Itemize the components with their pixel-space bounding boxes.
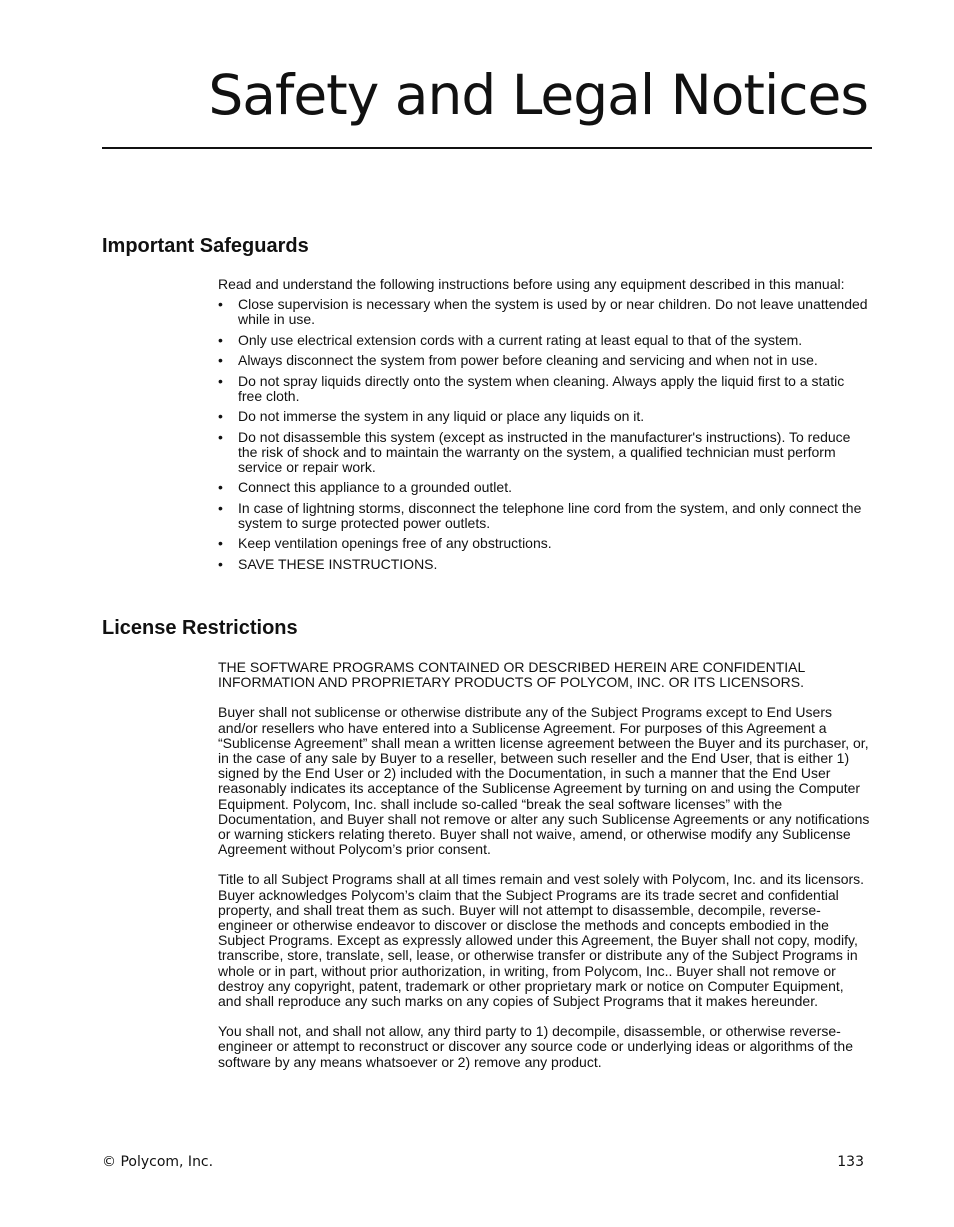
safeguard-item-text: Keep ventilation openings free of any obstructions. (238, 535, 552, 552)
safeguard-item (218, 557, 870, 572)
section-heading-license-restrictions: License Restrictions (102, 617, 298, 639)
safeguard-item (218, 333, 870, 348)
safeguard-item-text: Connect this appliance to a grounded outlet. (238, 479, 512, 496)
bullet-icon: • (218, 555, 223, 572)
safeguard-item (218, 353, 870, 368)
bullet-icon: • (218, 499, 223, 516)
safeguards-list (218, 297, 870, 572)
license-paragraph: THE SOFTWARE PROGRAMS CONTAINED OR DESCRIBED HEREIN ARE CONFIDENTIAL INFORMATION AND PROPRIETARY PRODUCTS OF POLYCOM, INC. OR ITS LICENSORS. (218, 659, 805, 691)
safeguard-item (218, 501, 870, 531)
safeguard-item-text: Do not spray liquids directly onto the system when cleaning. Always apply the liquid first to a static free cloth. (238, 372, 845, 404)
safeguard-item (218, 374, 870, 404)
footer-copyright: © Polycom, Inc. (102, 1154, 214, 1170)
footer-page-number: 133 (837, 1154, 864, 1170)
safeguard-item-text: Always disconnect the system from power before cleaning and servicing and when not in use. (238, 352, 818, 369)
bullet-icon: • (218, 428, 223, 445)
safeguard-item-text: Do not disassemble this system (except as instructed in the manufacturer's instructions). To reduce the risk of shock and to maintain the warranty on the system, a qualified technician must perform service or repair work. (238, 428, 851, 475)
safeguards-content (218, 277, 870, 577)
section-heading-important-safeguards: Important Safeguards (102, 235, 309, 257)
page-title: Safety and Legal Notices (208, 63, 868, 127)
license-content (218, 660, 870, 1070)
license-paragraph: Title to all Subject Programs shall at all times remain and vest solely with Polycom, Inc. and its licensors. Buyer acknowledges Polycom’s claim that the Subject Programs are its trade secret and confidential property, and shall treat them as such. Buyer will not attempt to disassemble, decompile, reverse-engineer or otherwise endeavor to discover or disclose the methods and concepts embodied in the Subject Programs. Except as expressly allowed under this Agreement, the Buyer shall not copy, modify, transcribe, store, translate, sell, lease, or otherwise transfer or distribute any of the Subject Programs in whole or in part, without prior authorization, in writing, from Polycom, Inc.. Buyer shall not remove or destroy any copyright, patent, trademark or other proprietary mark or notice on Computer Equipment, and shall reproduce any such marks on any copies of Subject Programs that it makes hereunder. (218, 871, 865, 1010)
bullet-icon: • (218, 408, 223, 425)
safeguard-item (218, 430, 870, 476)
safeguard-item (218, 409, 870, 424)
safeguard-item (218, 536, 870, 551)
bullet-icon: • (218, 535, 223, 552)
safeguard-item-text: Close supervision is necessary when the system is used by or near children. Do not leave unattended while in use. (238, 296, 868, 328)
bullet-icon: • (218, 296, 223, 313)
bullet-icon: • (218, 479, 223, 496)
bullet-icon: • (218, 331, 223, 348)
title-divider (102, 147, 872, 149)
bullet-icon: • (218, 352, 223, 369)
bullet-icon: • (218, 372, 223, 389)
safeguard-item (218, 297, 870, 327)
safeguard-item-text: SAVE THESE INSTRUCTIONS. (238, 555, 438, 572)
safeguard-item (218, 480, 870, 495)
license-paragraph: Buyer shall not sublicense or otherwise distribute any of the Subject Programs except to End Users and/or resellers who have entered into a Sublicense Agreement. For purposes of this Agreement a “Sublicense Agreement” shall mean a written license agreement between the Buyer and its purchaser, or, in the case of any sale by Buyer to a reseller, between such reseller and the End User, that is either 1) signed by the End User or 2) included with the Documentation, in such a manner that the End User reasonably indicates its acceptance of the Sublicense Agreement by turning on and using the Computer Equipment. Polycom, Inc. shall include so-called “break the seal software licenses” with the Documentation, and Buyer shall not remove or alter any such Sublicense Agreements or any notifications or warning stickers relating thereto. Buyer shall not waive, amend, or otherwise modify any Sublicense Agreement without Polycom’s prior consent. (218, 704, 870, 858)
safeguard-item-text: Only use electrical extension cords with a current rating at least equal to that of the system. (238, 331, 803, 348)
safeguard-item-text: In case of lightning storms, disconnect the telephone line cord from the system, and only connect the system to surge protected power outlets. (238, 499, 862, 531)
safeguards-intro: Read and understand the following instructions before using any equipment described in this manual: (218, 276, 845, 292)
license-paragraph: You shall not, and shall not allow, any third party to 1) decompile, disassemble, or otherwise reverse-engineer or attempt to reconstruct or discover any source code or underlying ideas or algorithms of the software by any means whatsoever or 2) remove any product. (218, 1023, 853, 1070)
safeguard-item-text: Do not immerse the system in any liquid or place any liquids on it. (238, 408, 645, 425)
